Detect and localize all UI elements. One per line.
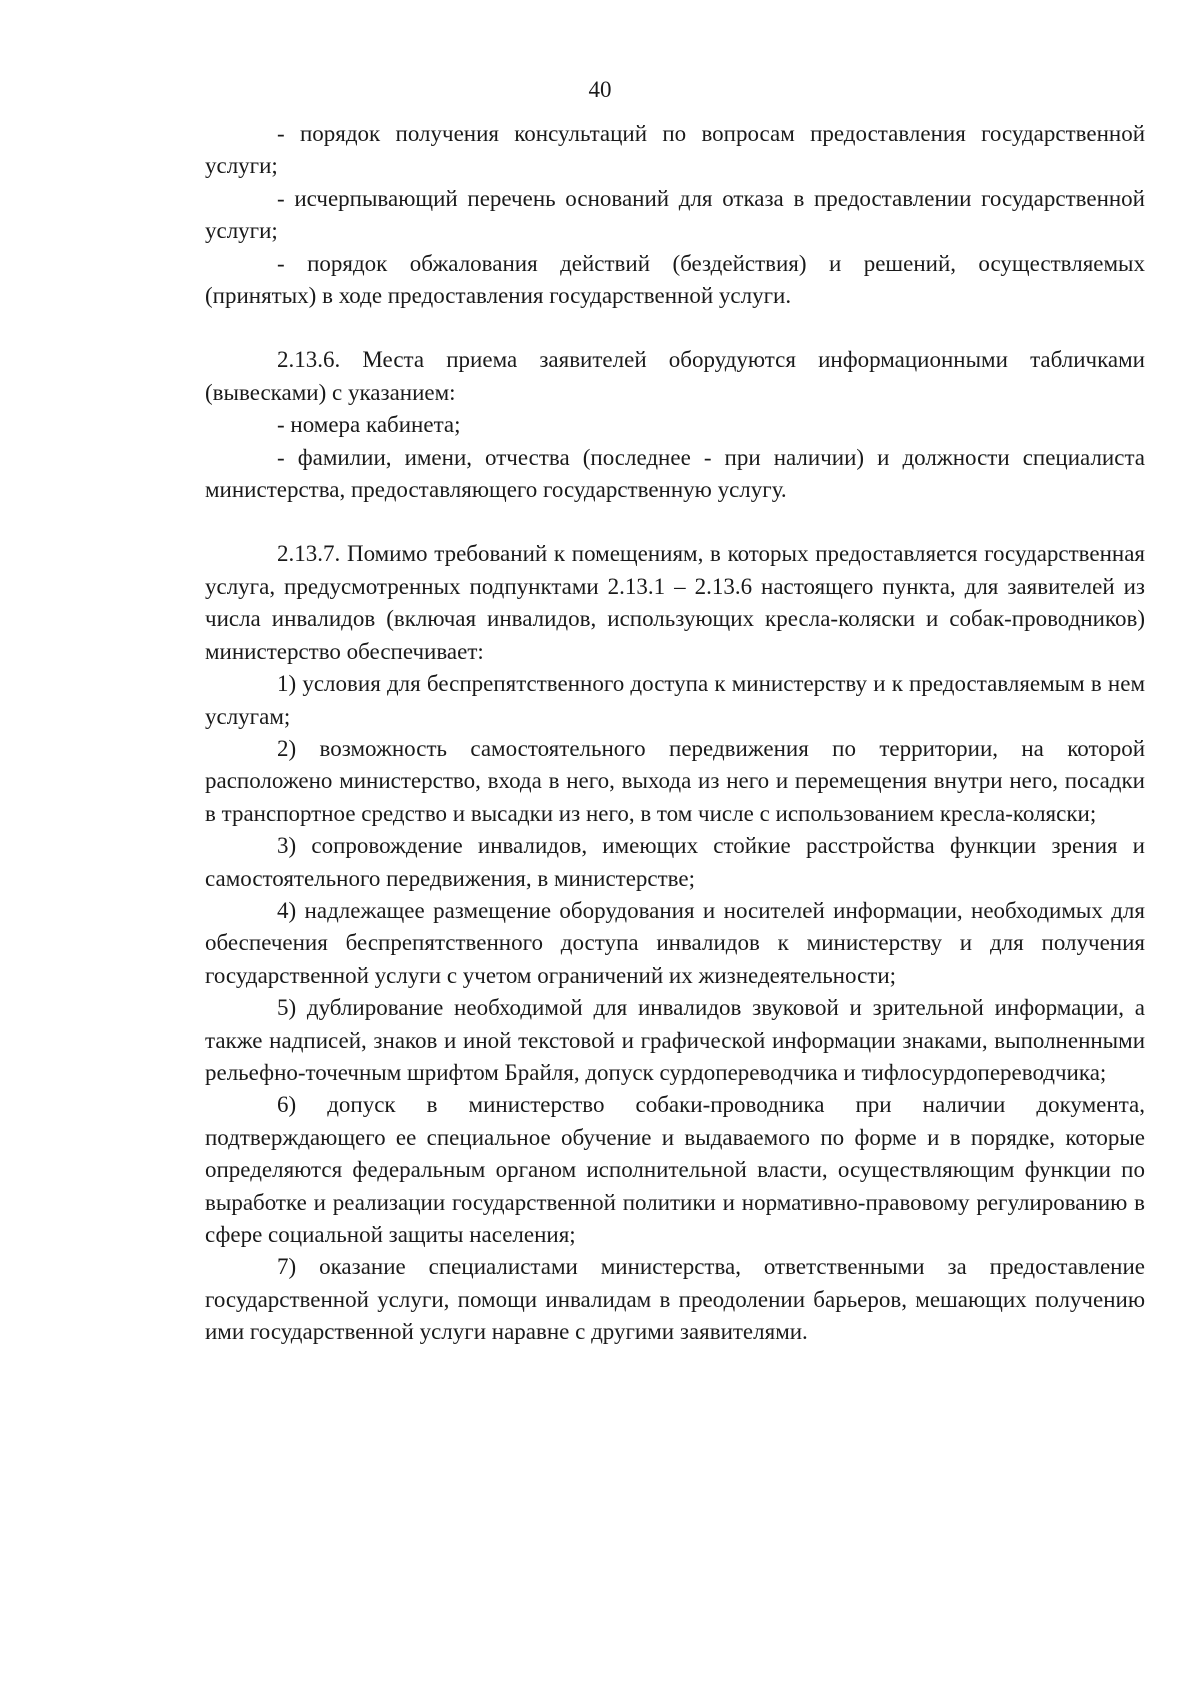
paragraph-gap (205, 506, 1145, 538)
paragraph: 1) условия для беспрепятственного доступа к министерству и к предоставляемым в нем услугам; (205, 671, 1145, 729)
page-number: 40 (588, 77, 612, 102)
paragraph: - номера кабинета; (277, 412, 461, 438)
paragraph: 2.13.7. Помимо требований к помещениям, в которых предоставляется государственная услуга, предусмотренных подпунктами 2.13.1 – 2.13.6 настоящего пункта, для заявителей из числа инвалидов (включая инвалидов, использующих кресла-коляски и собак-проводников) министерство обеспечивает: (205, 541, 1145, 664)
paragraph: 4) надлежащее размещение оборудования и носителей информации, необходимых для обеспечения беспрепятственного доступа инвалидов к министерству и для получения государственной услуги с учетом ограничений их жизнедеятельности; (205, 897, 1145, 988)
paragraph-gap (205, 312, 1145, 344)
paragraph: 2) возможность самостоятельного передвижения по территории, на которой расположено министерство, входа в него, выхода из него и перемещения внутри него, посадки в транспортное средство и высадки из него, в том числе с использованием кресла-коляски; (205, 735, 1145, 826)
paragraph: - исчерпывающий перечень оснований для отказа в предоставлении государственной услуги; (205, 185, 1145, 244)
paragraph: 5) дублирование необходимой для инвалидов звуковой и зрительной информации, а также надписей, знаков и иной текстовой и графической информации знаками, выполненными рельефно-точечным шрифтом Брайля, допуск сурдопереводчика и тифлосурдопереводчика; (205, 995, 1145, 1085)
paragraph: - порядок обжалования действий (бездействия) и решений, осуществляемых (принятых) в ходе предоставления государственной услуги. (205, 250, 1145, 309)
paragraph: 3) сопровождение инвалидов, имеющих стойкие расстройства функции зрения и самостоятельного передвижения, в министерстве; (205, 833, 1145, 891)
paragraph: 2.13.6. Места приема заявителей оборудуются информационными табличками (вывесками) с указанием: (205, 347, 1145, 405)
paragraph: 6) допуск в министерство собаки-проводника при наличии документа, подтверждающего ее специальное обучение и выдаваемого по форме и в порядке, которые определяются федеральным органом исполнительной власти, осуществляющим функции по выработке и реализации государственной политики и нормативно-правовому регулированию в сфере социальной защиты населения; (205, 1092, 1145, 1247)
body-text (205, 118, 1145, 1349)
paragraph: - фамилии, имени, отчества (последнее - при наличии) и должности специалиста министерства, предоставляющего государственную услугу. (205, 444, 1145, 503)
paragraph: - порядок получения консультаций по вопросам предоставления государственной услуги; (205, 121, 1145, 179)
paragraph: 7) оказание специалистами министерства, ответственными за предоставление государственной услуги, помощи инвалидам в преодолении барьеров, мешающих получению ими государственной услуги наравне с другими заявителями. (205, 1254, 1145, 1345)
